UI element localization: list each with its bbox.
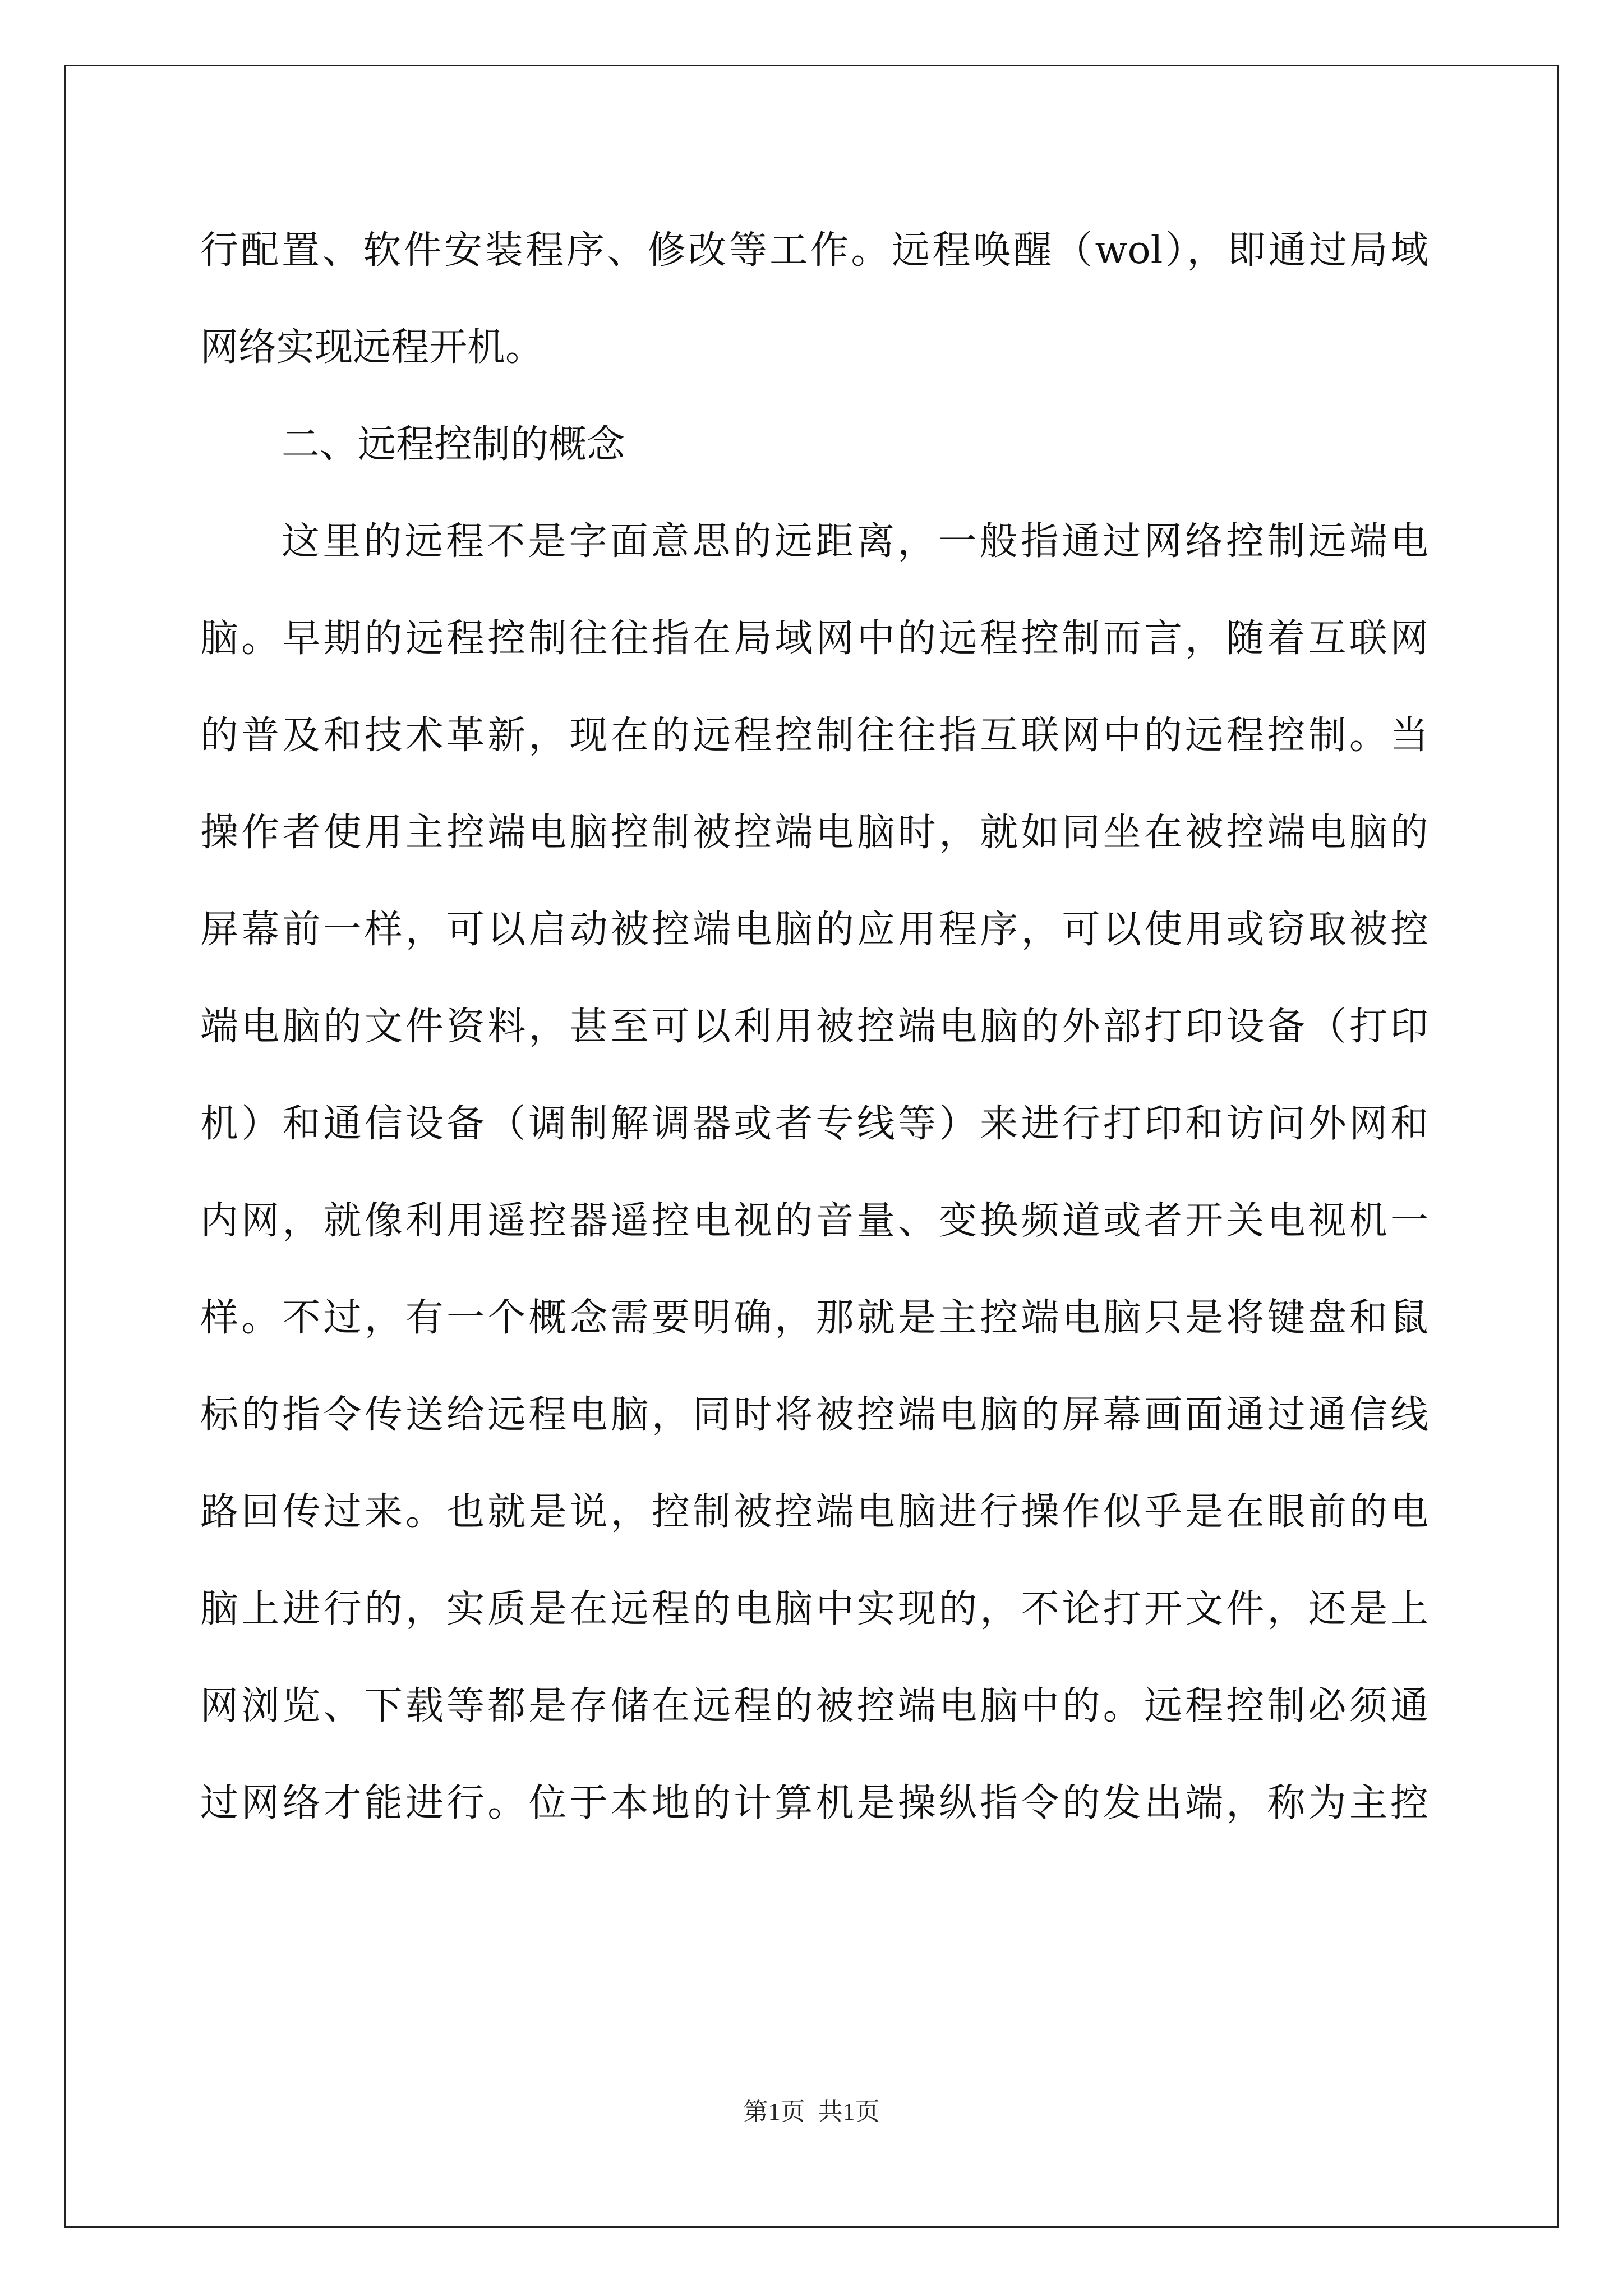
body-text-line: 标的指令传送给远程电脑，同时将被控端电脑的屏幕画面通过通信线 bbox=[200, 1393, 1428, 1437]
body-text-line: 网络实现远程开机。 bbox=[200, 325, 544, 370]
body-text-line: 的普及和技术革新，现在的远程控制往往指互联网中的远程控制。当 bbox=[200, 714, 1428, 758]
body-text-line: 过网络才能进行。位于本地的计算机是操纵指令的发出端，称为主控 bbox=[200, 1781, 1428, 1825]
body-text-line: 内网，就像利用遥控器遥控电视的音量、变换频道或者开关电视机一 bbox=[200, 1199, 1428, 1243]
page-number-current: 第1页 bbox=[743, 2098, 805, 2125]
body-text-line: 端电脑的文件资料，甚至可以利用被控端电脑的外部打印设备（打印 bbox=[200, 1005, 1428, 1049]
body-text-line: 路回传过来。也就是说，控制被控端电脑进行操作似乎是在眼前的电 bbox=[200, 1490, 1428, 1534]
body-text-line: 屏幕前一样，可以启动被控端电脑的应用程序，可以使用或窃取被控 bbox=[200, 908, 1428, 952]
document-body bbox=[200, 202, 1428, 1852]
body-text-line: 脑。早期的远程控制往往指在局域网中的远程控制而言，随着互联网 bbox=[200, 616, 1428, 661]
page-footer bbox=[0, 2095, 1623, 2129]
body-text-line: 这里的远程不是字面意思的远距离，一般指通过网络控制远端电 bbox=[282, 519, 1428, 564]
body-text-line: 脑上进行的，实质是在远程的电脑中实现的，不论打开文件，还是上 bbox=[200, 1587, 1428, 1631]
body-text-line: 样。不过，有一个概念需要明确，那就是主控端电脑只是将键盘和鼠 bbox=[200, 1296, 1428, 1340]
body-text-line: 机）和通信设备（调制解调器或者专线等）来进行打印和访问外网和 bbox=[200, 1102, 1428, 1146]
body-text-line: 网浏览、下载等都是存储在远程的被控端电脑中的。远程控制必须通 bbox=[200, 1684, 1428, 1728]
section-heading: 二、远程控制的概念 bbox=[282, 422, 625, 467]
body-text-line: 操作者使用主控端电脑控制被控端电脑时，就如同坐在被控端电脑的 bbox=[200, 811, 1428, 855]
body-text-line: 行配置、软件安装程序、修改等工作。远程唤醒（wol），即通过局域 bbox=[200, 228, 1428, 273]
page-number-total: 共1页 bbox=[818, 2098, 880, 2125]
